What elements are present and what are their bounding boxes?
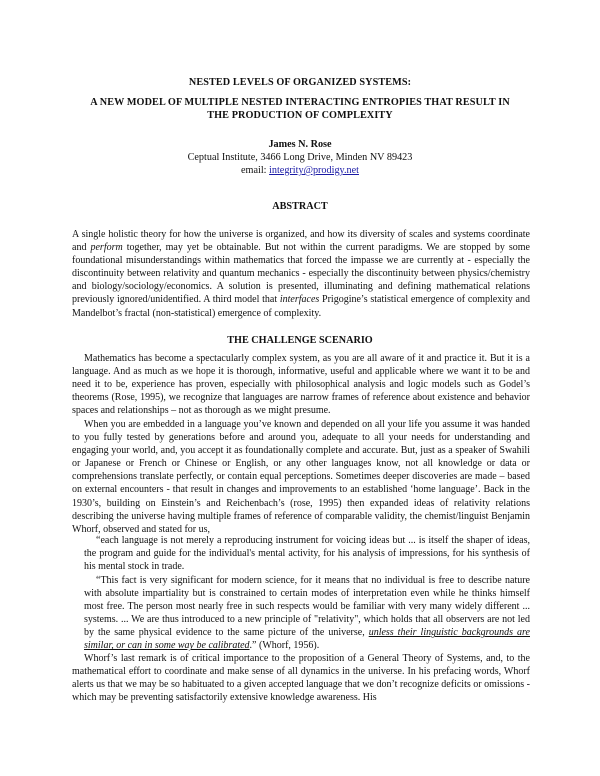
title-line-1: NESTED LEVELS OF ORGANIZED SYSTEMS: bbox=[188, 77, 412, 88]
abstract-emphasis-1: perform bbox=[90, 242, 123, 254]
email-link[interactable]: integrity@prodigy.net bbox=[269, 165, 359, 176]
author-name: James N. Rose bbox=[268, 139, 332, 150]
whorf-quote-2-part-b: .” (Whorf, 1956). bbox=[249, 640, 320, 652]
challenge-paragraph-3: Whorf’s last remark is of critical importance to the proposition of a General Theory of Systems, and, to the mathematical effort to coordinate and make sense of all dynamics in the universe. In his prefacing words, Whorf alerts us that we may be so habituated to a given accepted language that we don’t recognize deficits or omissions - which may be preventing satisfactorily extensive knowledge awareness. His bbox=[72, 653, 530, 704]
title-line-2 bbox=[60, 96, 540, 122]
author-block bbox=[60, 138, 540, 177]
author-email-line bbox=[60, 164, 540, 177]
whorf-quote-1: “each language is not merely a reproducing instrument for voicing ideas but ... is itself the shaper of ideas, the program and guide for the individual's mental activity, for his analysis of impressions, for his synthesis of his mental stock in trade. bbox=[84, 535, 530, 573]
abstract-part-1: A single holistic theory for how the universe is organized, and how its diversity of scales and systems coordinate and bbox=[72, 229, 530, 254]
whorf-quote-2-part-a: “This fact is very significant for modern science, for it means that no individual is free to describe nature with absolute impartiality but is constrained to certain modes of interpretation even while he thinks himself most free. The person most nearly free in such respects would be familiar with very many widely different ... systems. ... We are thus introduced to a new principle of "relativity", which holds that all observers are not led by the same physical evidence to the same picture of the universe, bbox=[84, 575, 530, 639]
title-line-2a: A NEW MODEL OF MULTIPLE NESTED INTERACTING ENTROPIES THAT RESULT IN bbox=[90, 97, 510, 108]
email-label: email: bbox=[241, 165, 270, 176]
whorf-quote-2 bbox=[84, 574, 530, 653]
whorf-quote-2-underlined: unless their linguistic backgrounds are similar, or can in some way be calibrated bbox=[84, 627, 530, 652]
abstract-heading: ABSTRACT bbox=[272, 201, 328, 212]
author-affiliation: Ceptual Institute, 3466 Long Drive, Minden NV 89423 bbox=[187, 152, 413, 163]
title-line-2b: THE PRODUCTION OF COMPLEXITY bbox=[207, 110, 393, 121]
abstract-part-2: together, may yet be obtainable. But not within the current paradigms. We are stopped by some foundational misunderstandings within mathematics that forced the impasse we are currently at - especially the discontinuity between relativity and quantum mechanics - especially the discontinuity between physics/chemistry and biology/sociology/economics. A solution is presented, illuminating and defining mathematical relations previously ignored/unidentified. A third model that bbox=[72, 242, 530, 306]
challenge-paragraph-1: Mathematics has become a spectacularly complex system, as you are all aware of it and practice it. But it is a language. And as much as we hope it is thorough, informative, useful and applicable where we want it to be and need it to be, experience has proven, especially with philosophical analysis and logic models such as Godel’s theorems (Rose, 1995), we recognize that languages are narrow frames of reference about existence and behavior spaces and relationships – not as thorough as we might presume. bbox=[72, 353, 530, 417]
abstract-text bbox=[72, 228, 530, 320]
challenge-heading: THE CHALLENGE SCENARIO bbox=[227, 335, 373, 346]
challenge-paragraph-2: When you are embedded in a language you’ve known and depended on all your life you assume it was handed to you fully tested by generations before and around you, adequate to all your needs for understanding and engaging your world, and, you accept it as foundationally complete and accurate. But, just as a speaker of Swahili or Japanese or French or Chinese or English, or any other languages know, not all knowledge or data or comprehensions translate perfectly, or contain equal perceptions. Sometimes deeper discoveries are made – based on external encounters - that result in changes and improvements to an established ‘home language’. Back in the 1930’s, building on Einstein’s and Reichenbach’s (rose, 1995) then expanded ideas of relativity relations describing the universe having multiple frames of reference of comparable validity, the chemist/linguist Benjamin Whorf, observed and stated for us, bbox=[72, 419, 530, 535]
abstract-part-3: Prigogine’s statistical emergence of complexity and Mandelbot’s fractal (non-statistical) emergence of complexity. bbox=[72, 294, 530, 319]
abstract-emphasis-2: interfaces bbox=[279, 294, 320, 306]
